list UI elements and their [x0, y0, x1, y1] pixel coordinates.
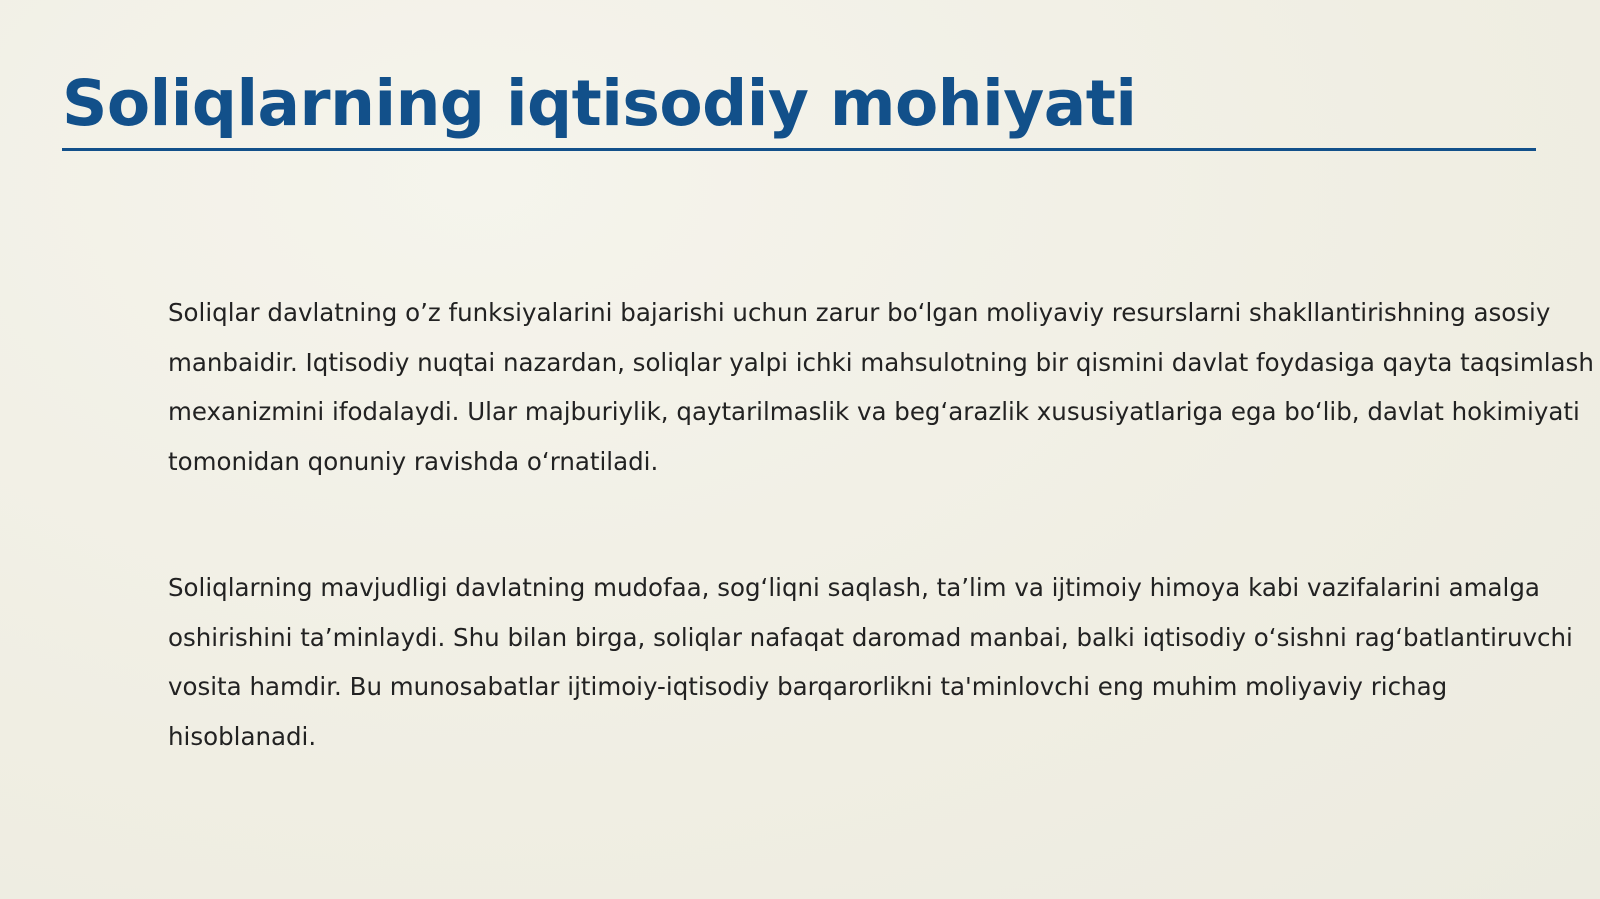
paragraph-2: Soliqlarning mavjudligi davlatning mudofaa, sog‘liqni saqlash, ta’lim va ijtimoiy himoya kabi vazifalarini amalga oshirishini ta’minlaydi. Shu bilan birga, soliqlar nafaqat daromad manbai, balki iqtisodiy o‘sishni rag‘batlantiruvchi vosita hamdir. Bu munosabatlar ijtimoiy-iqtisodiy barqarorlikni ta'minlovchi eng muhim moliyaviy richag hisoblanadi. [168, 573, 1573, 751]
paragraph-1: Soliqlar davlatning o’z funksiyalarini bajarishi uchun zarur bo‘lgan moliyaviy resurslarni shakllantirishning asosiy manbaidir. Iqtisodiy nuqtai nazardan, soliqlar yalpi ichki mahsulotning bir qismini davlat foydasiga qayta taqsimlash mexanizmini ifodalaydi. Ular majburiylik, qaytarilmaslik va beg‘arazlik xususiyatlariga ega bo‘lib, davlat hokimiyati tomonidan qonuniy ravishda o‘rnatiladi. [168, 298, 1594, 476]
title-underline [62, 148, 1536, 151]
slide-title: Soliqlarning iqtisodiy mohiyati [62, 67, 1137, 140]
